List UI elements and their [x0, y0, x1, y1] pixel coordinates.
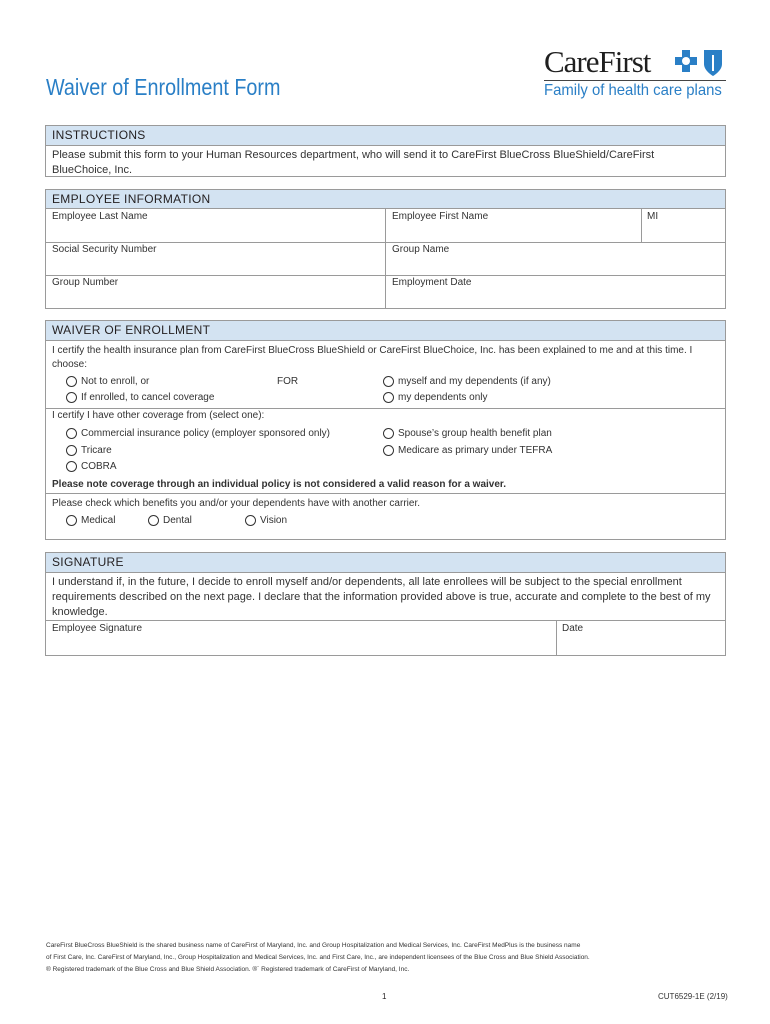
- group-number-label: Group Number: [52, 277, 119, 288]
- instructions-section: [45, 125, 726, 177]
- waiver-section: [45, 320, 726, 540]
- page-title: Waiver of Enrollment Form: [46, 74, 281, 100]
- employee-info-section: [45, 189, 726, 309]
- logo-tagline: Family of health care plans: [544, 82, 722, 99]
- employee-signature-field[interactable]: [46, 621, 556, 655]
- group-name-label: Group Name: [392, 244, 450, 255]
- not-enroll-radio[interactable]: [66, 376, 77, 387]
- not-enroll-label: Not to enroll, or: [81, 376, 150, 387]
- footer-legal: [46, 940, 646, 976]
- form-code: CUT6529-1E (2/19): [658, 992, 728, 1001]
- last-name-field[interactable]: [46, 209, 385, 242]
- first-name-field[interactable]: [386, 209, 641, 242]
- tricare-radio[interactable]: [66, 445, 77, 456]
- first-name-label: Employee First Name: [392, 211, 489, 222]
- date-label: Date: [562, 623, 584, 634]
- cancel-coverage-radio[interactable]: [66, 392, 77, 403]
- logo-wordmark: CareFirst: [544, 44, 651, 79]
- signature-statement: I understand if, in the future, I decide to enroll myself and/or dependents, all late enrollees will be subject to the special enrollment requirements described on the next page. I declare that the information provided above is true, accurate and complete to the best of my knowledge.: [52, 576, 711, 618]
- ssn-field[interactable]: [46, 243, 385, 275]
- for-label: FOR: [277, 376, 299, 387]
- vision-radio[interactable]: [245, 515, 256, 526]
- group-number-field[interactable]: [46, 276, 385, 308]
- cancel-coverage-label: If enrolled, to cancel coverage: [81, 392, 215, 403]
- ssn-label: Social Security Number: [52, 244, 157, 255]
- employee-info-heading: EMPLOYEE INFORMATION: [46, 190, 725, 209]
- spouse-plan-label: Spouse’s group health benefit plan: [398, 428, 552, 439]
- page-number: 1: [382, 992, 387, 1001]
- dependents-only-label: my dependents only: [398, 392, 488, 403]
- employee-signature-label: Employee Signature: [52, 623, 143, 634]
- last-name-label: Employee Last Name: [52, 211, 148, 222]
- blue-cross-blue-shield-icon: [674, 48, 726, 78]
- dental-label: Dental: [163, 515, 192, 526]
- instructions-heading: INSTRUCTIONS: [46, 126, 725, 146]
- waiver-note: Please note coverage through an individual policy is not considered a valid reason for a waiver.: [52, 479, 507, 490]
- cobra-label: COBRA: [81, 461, 117, 472]
- waiver-heading: WAIVER OF ENROLLMENT: [46, 321, 725, 341]
- myself-dependents-label: myself and my dependents (if any): [398, 376, 551, 387]
- medicare-label: Medicare as primary under TEFRA: [398, 445, 553, 456]
- waiver-certify-text: I certify the health insurance plan from CareFirst BlueCross BlueShield or CareFirst BlueChoice, Inc. has been explained to me and at this time. I choose:: [52, 345, 693, 370]
- signature-section: [45, 552, 726, 656]
- logo-divider: [544, 80, 726, 81]
- date-field[interactable]: [557, 621, 725, 655]
- medical-label: Medical: [81, 515, 116, 526]
- divider: [46, 493, 725, 494]
- instructions-text: Please submit this form to your Human Resources department, who will send it to CareFirst BlueCross BlueShield/CareFirst BlueChoice, Inc.: [52, 149, 655, 176]
- cobra-radio[interactable]: [66, 461, 77, 472]
- employment-date-label: Employment Date: [392, 277, 472, 288]
- mi-label: MI: [647, 211, 659, 222]
- dependents-only-radio[interactable]: [383, 392, 394, 403]
- tricare-label: Tricare: [81, 445, 112, 456]
- medical-radio[interactable]: [66, 515, 77, 526]
- commercial-label: Commercial insurance policy (employer sponsored only): [81, 428, 330, 439]
- footer-line-2: of First Care, Inc. CareFirst of Maryland, Inc., Group Hospitalization and Medical Services, Inc. and First Care, Inc., are independent licensees of the Blue Cross and Blue Shield Association.: [46, 954, 590, 961]
- divider: [46, 408, 725, 409]
- other-coverage-text: I certify I have other coverage from (select one):: [52, 410, 265, 421]
- vision-label: Vision: [260, 515, 288, 526]
- footer-line-3: ® Registered trademark of the Blue Cross and Blue Shield Association. ®´ Registered trademark of CareFirst of Maryland, Inc.: [46, 966, 410, 973]
- signature-heading: SIGNATURE: [46, 553, 725, 573]
- mi-field[interactable]: [642, 209, 725, 242]
- carefirst-logo: [544, 44, 728, 104]
- employment-date-field[interactable]: [386, 276, 725, 308]
- footer-line-1: CareFirst BlueCross BlueShield is the shared business name of CareFirst of Maryland, Inc. and Group Hospitalization and Medical Services, Inc. CareFirst MedPlus is the business name: [46, 942, 581, 949]
- benefits-check-text: Please check which benefits you and/or your dependents have with another carrier.: [52, 498, 420, 509]
- commercial-radio[interactable]: [66, 428, 77, 439]
- spouse-plan-radio[interactable]: [383, 428, 394, 439]
- dental-radio[interactable]: [148, 515, 159, 526]
- group-name-field[interactable]: [386, 243, 725, 275]
- medicare-radio[interactable]: [383, 445, 394, 456]
- myself-dependents-radio[interactable]: [383, 376, 394, 387]
